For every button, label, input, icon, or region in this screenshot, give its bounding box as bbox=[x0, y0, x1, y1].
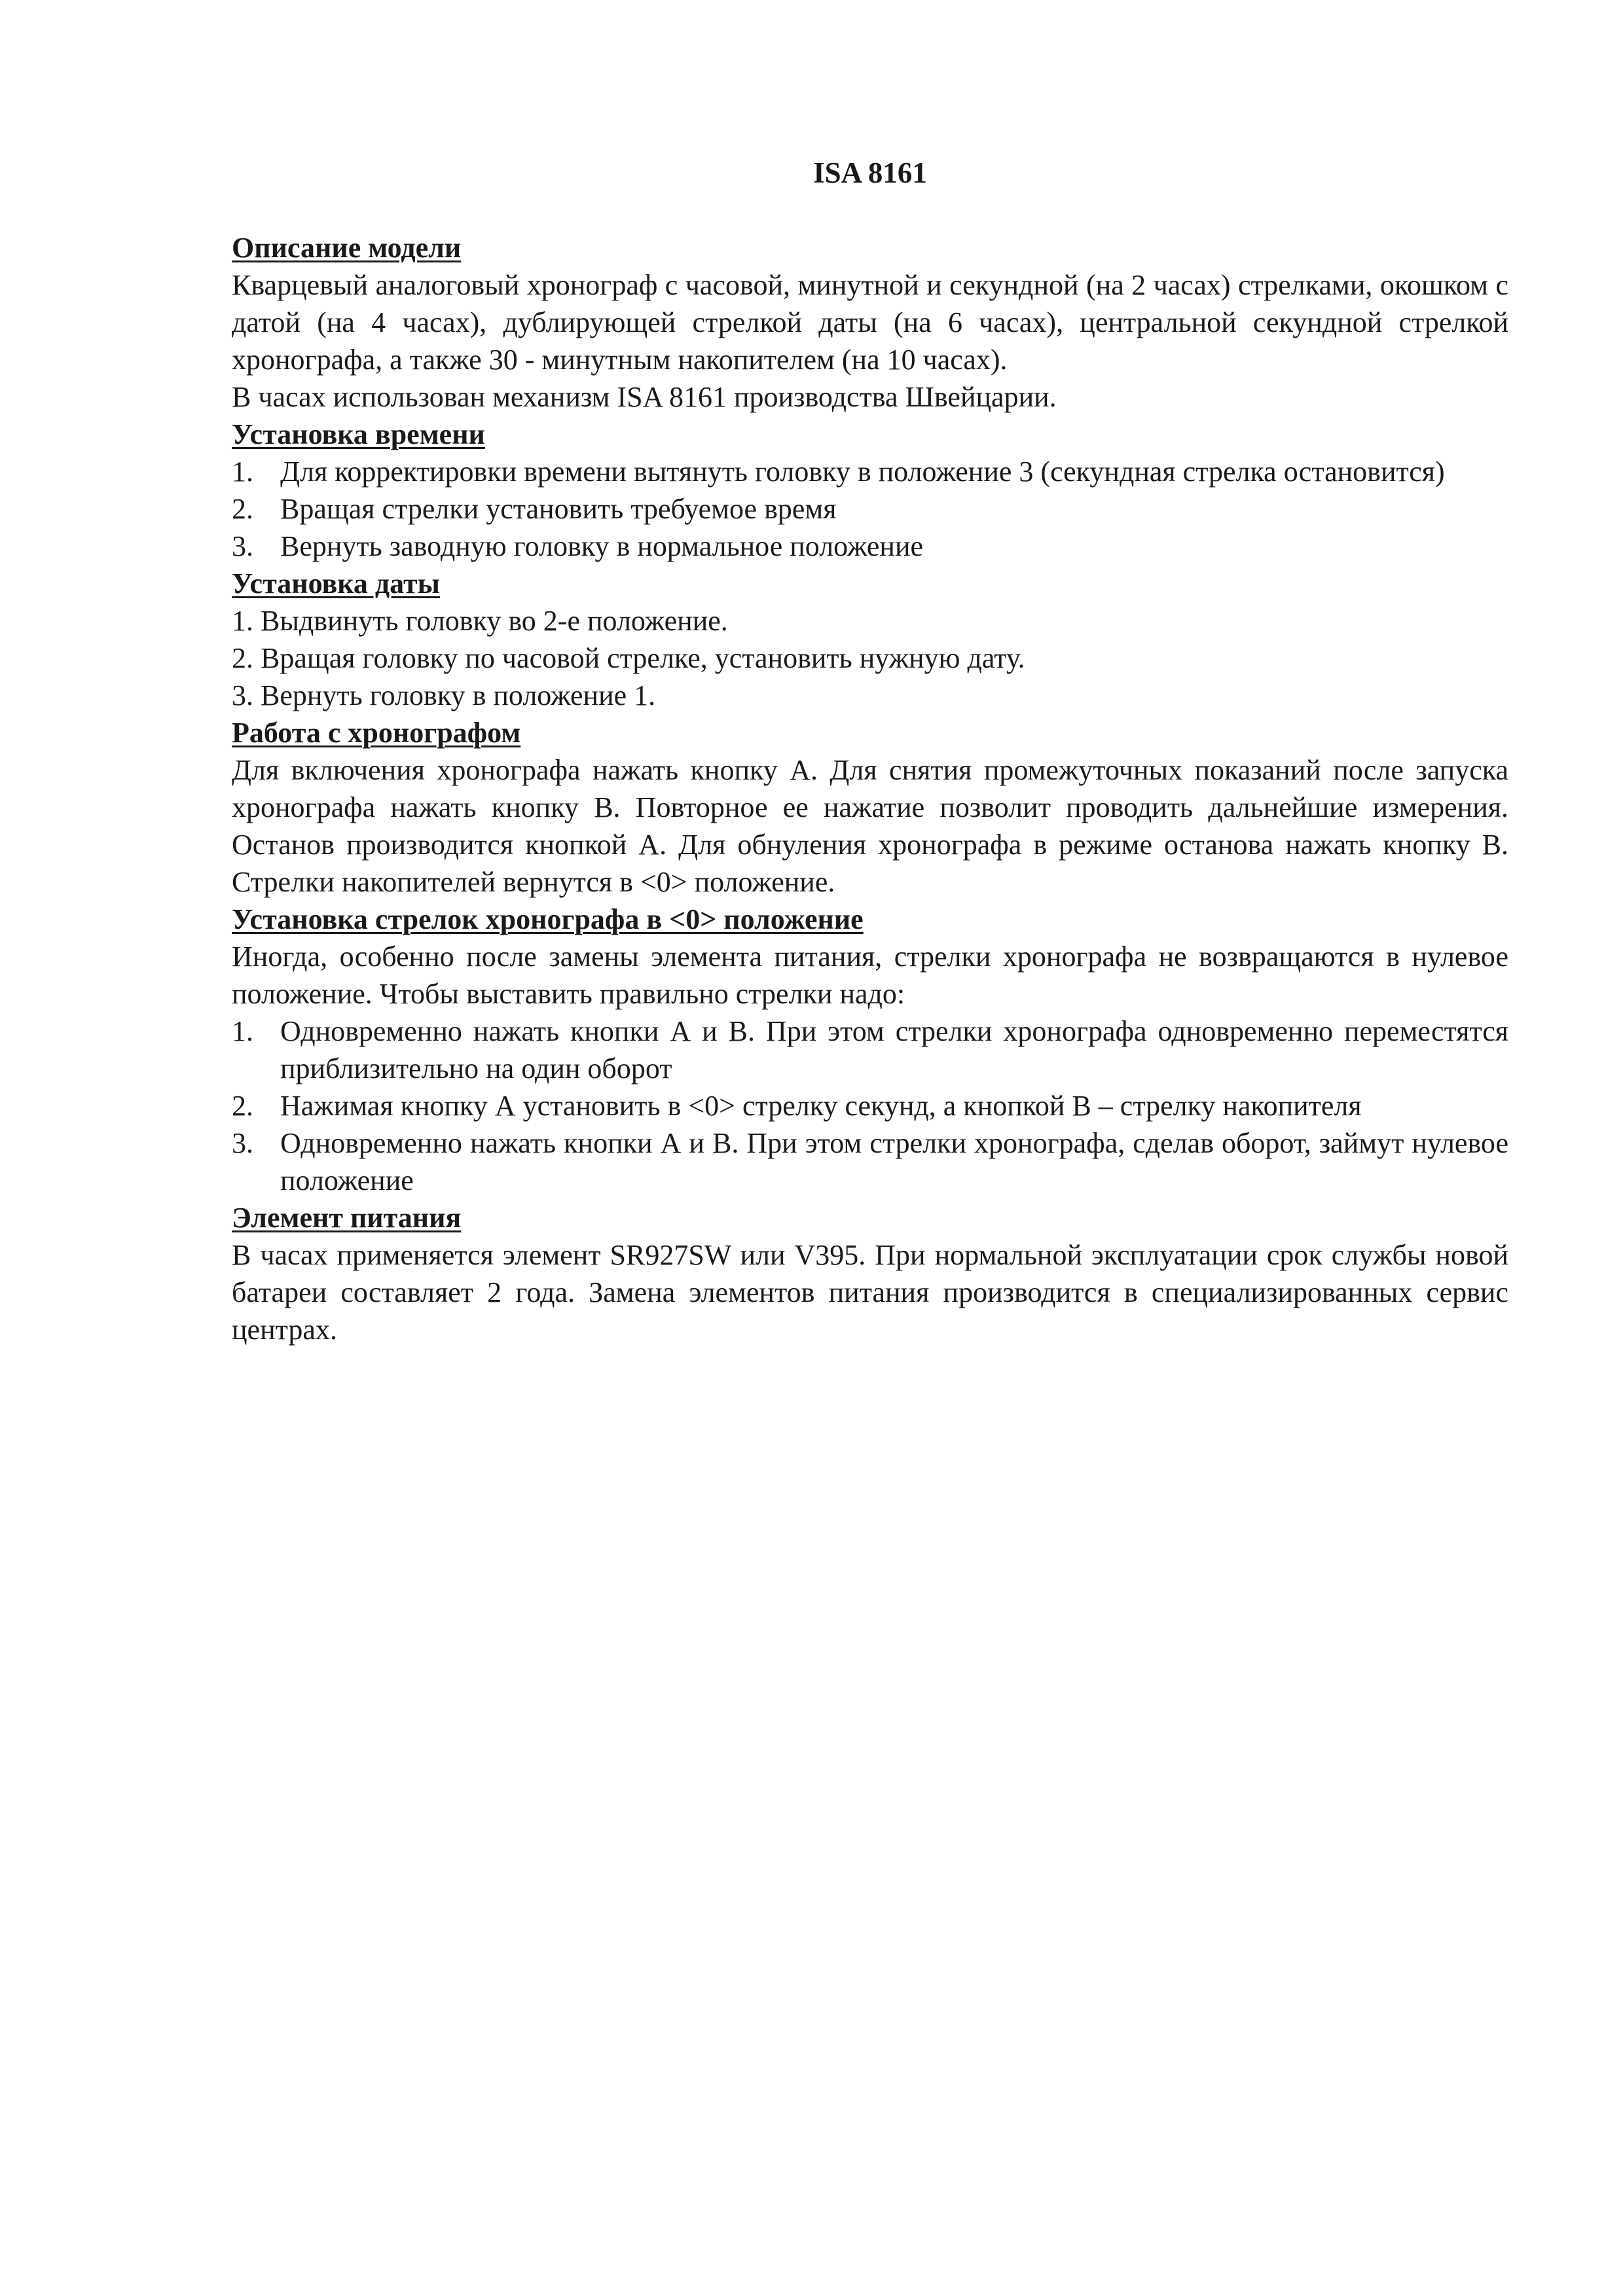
section-zero-reset bbox=[232, 901, 1508, 1199]
list-number: 3. bbox=[232, 1127, 253, 1159]
list-item-text: Одновременно нажать кнопки А и В. При этом стрелки хронографа одновременно переместятся приблизительно на один оборот bbox=[280, 1015, 1508, 1085]
chronograph-paragraph: Для включения хронографа нажать кнопку А. Для снятия промежуточных показаний после запуска хронографа нажать кнопку В. Повторное ее нажатие позволит проводить дальнейшие измерения. Останов производится кнопкой А. Для обнуления хронографа в режиме останова нажать кнопку В. Стрелки накопителей вернутся в <0> положение. bbox=[232, 754, 1508, 898]
date-step-line: 3. Вернуть головку в положение 1. bbox=[232, 679, 656, 711]
list-number: 2. bbox=[232, 493, 253, 525]
list-item bbox=[232, 1124, 1508, 1199]
list-item bbox=[232, 453, 1508, 490]
model-description-paragraph: Кварцевый аналоговый хронограф с часовой, минутной и секундной (на 2 часах) стрелками, окошком с датой (на 4 часах), дублирующей стрелкой даты (на 6 часах), центральной секундной стрелкой хронографа, а также 30 - минутным накопителем (на 10 часах). bbox=[232, 269, 1508, 376]
list-number: 1. bbox=[232, 456, 253, 488]
document-page bbox=[232, 154, 1508, 1348]
section-heading: Установка времени bbox=[232, 418, 485, 450]
section-heading: Элемент питания bbox=[232, 1202, 462, 1234]
list-item-text: Нажимая кнопку А установить в <0> стрелку секунд, а кнопкой В – стрелку накопителя bbox=[280, 1090, 1362, 1122]
mechanism-line: В часах использован механизм ISA 8161 производства Швейцарии. bbox=[232, 381, 1057, 413]
zero-reset-paragraph: Иногда, особенно после замены элемента питания, стрелки хронографа не возвращаются в нулевое положение. Чтобы выставить правильно стрелки надо: bbox=[232, 941, 1508, 1010]
section-heading: Работа с хронографом bbox=[232, 717, 521, 749]
section-time-setting bbox=[232, 416, 1508, 565]
date-step-line: 1. Выдвинуть головку во 2-е положение. bbox=[232, 605, 728, 637]
list-item bbox=[232, 1087, 1508, 1124]
section-battery bbox=[232, 1199, 1508, 1348]
list-item-text: Вернуть заводную головку в нормальное положение bbox=[280, 530, 924, 562]
section-heading: Установка даты bbox=[232, 567, 441, 600]
section-chronograph-operation bbox=[232, 714, 1508, 901]
list-item bbox=[232, 528, 1508, 565]
section-model-description bbox=[232, 229, 1508, 416]
list-number: 2. bbox=[232, 1090, 253, 1122]
list-item bbox=[232, 490, 1508, 528]
section-heading: Установка стрелок хронографа в <0> положение bbox=[232, 903, 864, 935]
list-number: 3. bbox=[232, 530, 253, 562]
zero-reset-steps bbox=[232, 1013, 1508, 1199]
battery-paragraph: В часах применяется элемент SR927SW или V395. При нормальной эксплуатации срок службы новой батареи составляет 2 года. Замена элементов питания производится в специализированных сервис центрах. bbox=[232, 1239, 1508, 1346]
list-item-text: Для корректировки времени вытянуть головку в положение 3 (секундная стрелка остановится) bbox=[280, 456, 1445, 488]
date-step-line: 2. Вращая головку по часовой стрелке, установить нужную дату. bbox=[232, 642, 1025, 674]
list-item bbox=[232, 1013, 1508, 1087]
time-setting-steps bbox=[232, 453, 1508, 565]
section-heading: Описание модели bbox=[232, 232, 462, 264]
section-date-setting bbox=[232, 565, 1508, 714]
list-item-text: Вращая стрелки установить требуемое время bbox=[280, 493, 837, 525]
list-number: 1. bbox=[232, 1015, 253, 1047]
document-title: ISA 8161 bbox=[813, 156, 927, 189]
list-item-text: Одновременно нажать кнопки А и В. При этом стрелки хронографа, сделав оборот, займут нулевое положение bbox=[280, 1127, 1508, 1196]
